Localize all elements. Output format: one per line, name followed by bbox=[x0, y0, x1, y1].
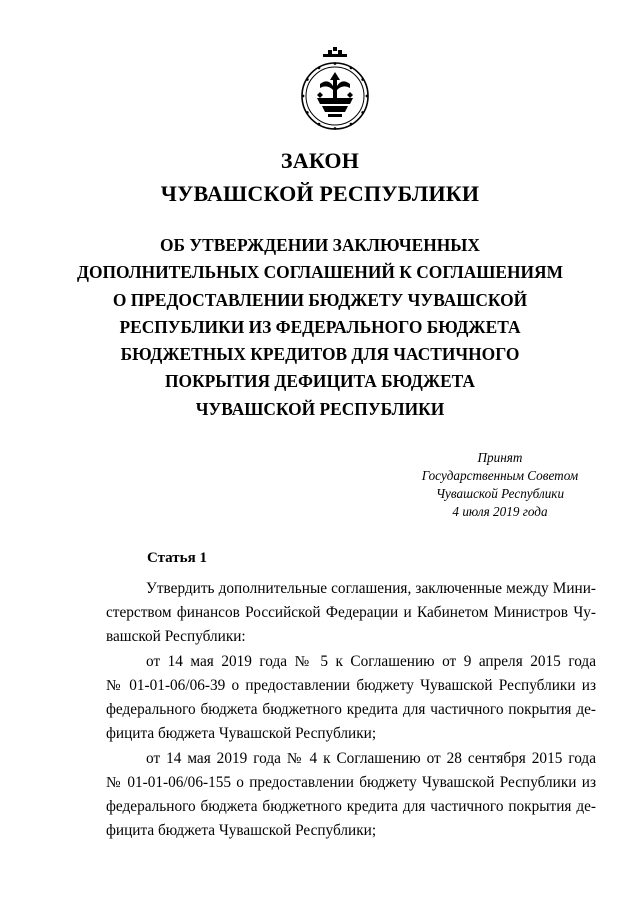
subject-line: ОБ УТВЕРЖДЕНИИ ЗАКЛЮЧЕННЫХ bbox=[160, 235, 480, 255]
body-text-line: № 01-01-06/06-155 о предоставлении бюджету Чувашской Республики из bbox=[106, 774, 596, 791]
republic-title: ЧУВАШСКОЙ РЕСПУБЛИКИ bbox=[160, 181, 480, 206]
body-text-line: от 14 мая 2019 года № 4 к Соглашению от 28 сентября 2015 года bbox=[146, 750, 596, 767]
adoption-line: Чувашской Республики bbox=[435, 486, 565, 501]
adoption-line: Принят bbox=[477, 450, 523, 465]
subject-line: ЧУВАШСКОЙ РЕСПУБЛИКИ bbox=[195, 398, 445, 419]
body-text-line: № 01-01-06/06-39 о предоставлении бюджету Чувашской Республики из bbox=[106, 677, 596, 694]
subject-line: БЮДЖЕТНЫХ КРЕДИТОВ ДЛЯ ЧАСТИЧНОГО bbox=[120, 344, 520, 365]
chuvash-republic-coat-of-arms-icon bbox=[290, 46, 380, 136]
adoption-note bbox=[400, 449, 600, 521]
body-text-line: стерством финансов Российской Федерации и Кабинетом Министров Чу- bbox=[106, 604, 596, 621]
body-text-line: фицита бюджета Чувашской Республики; bbox=[106, 822, 377, 839]
subject-line: ПОКРЫТИЯ ДЕФИЦИТА БЮДЖЕТА bbox=[165, 371, 475, 392]
body-text-line: Утвердить дополнительные соглашения, заключенные между Мини- bbox=[146, 580, 596, 597]
body-text-line: федерального бюджета бюджетного кредита для частичного покрытия де- bbox=[106, 701, 596, 718]
law-subject-title bbox=[70, 232, 570, 423]
body-text-line: фицита бюджета Чувашской Республики; bbox=[106, 725, 377, 742]
adoption-line: Государственным Советом bbox=[421, 468, 579, 483]
subject-line: О ПРЕДОСТАВЛЕНИИ БЮДЖЕТУ ЧУВАШСКОЙ bbox=[112, 289, 528, 310]
body-text-line: федерального бюджета бюджетного кредита для частичного покрытия де- bbox=[106, 798, 596, 815]
subject-line: РЕСПУБЛИКИ ИЗ ФЕДЕРАЛЬНОГО БЮДЖЕТА bbox=[119, 316, 521, 337]
article-heading: Статья 1 bbox=[147, 550, 207, 566]
subject-line: ДОПОЛНИТЕЛЬНЫХ СОГЛАШЕНИЙ К СОГЛАШЕНИЯМ bbox=[76, 262, 564, 283]
body-text-line: от 14 мая 2019 года № 5 к Соглашению от 9 апреля 2015 года bbox=[146, 653, 596, 670]
adoption-date: 4 июля 2019 года bbox=[452, 504, 548, 519]
law-title: ЗАКОН bbox=[280, 148, 360, 173]
body-text-line: вашской Республики: bbox=[106, 628, 246, 645]
